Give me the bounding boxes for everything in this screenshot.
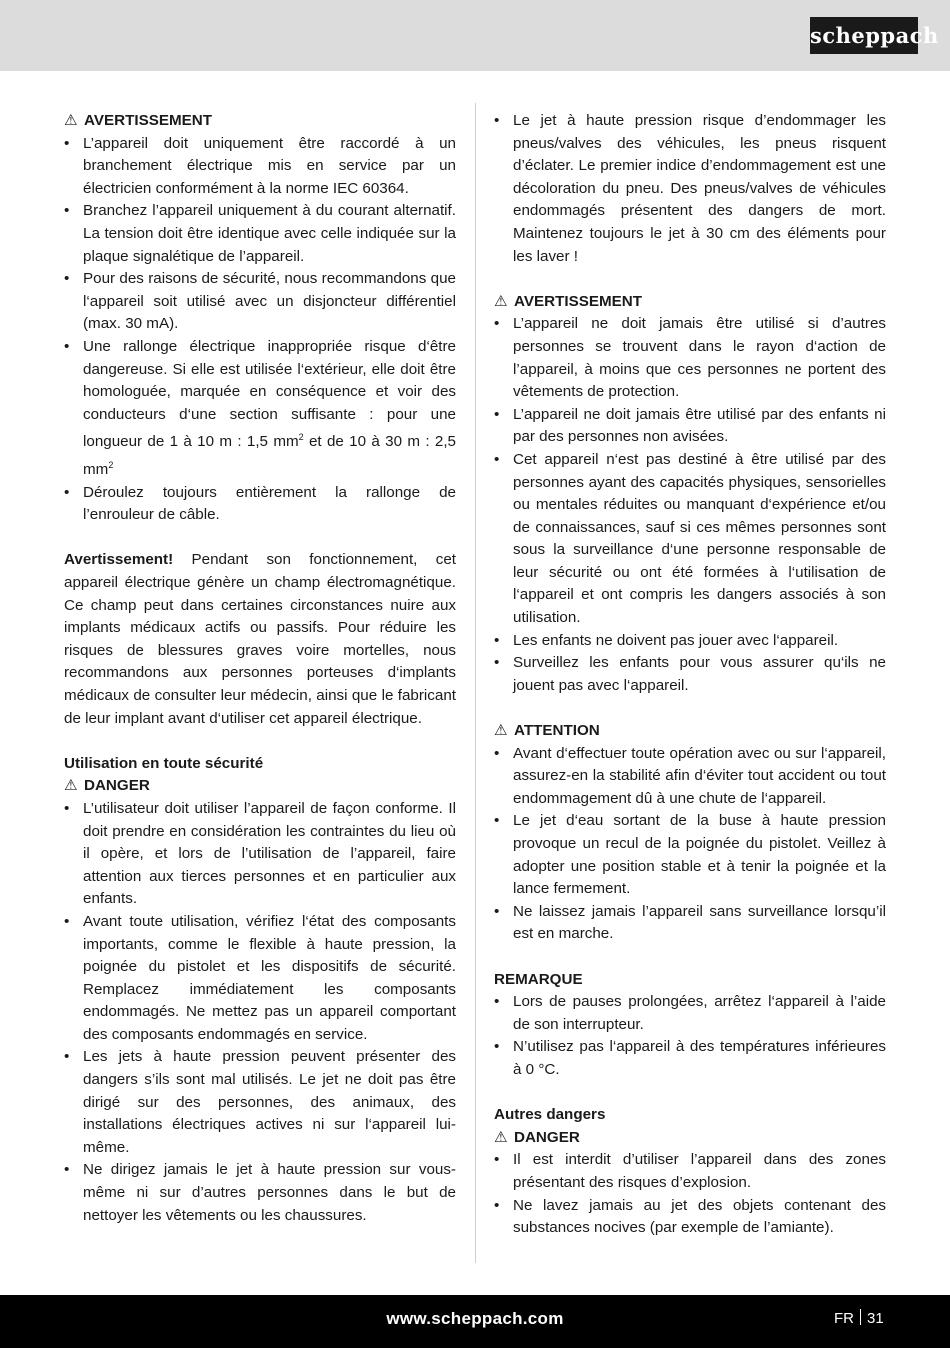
- list-item: • L’utilisateur doit utiliser l’appareil de façon conforme. Il doit prendre en considération les contraintes du lieu où il opère, et lors de l’utilisation de l’appareil, faire attention aux tierces personnes et en particulier aux enfants.: [64, 798, 456, 911]
- right-column: [494, 110, 886, 1240]
- danger-list: [494, 1149, 886, 1239]
- list-item: • Ne lavez jamais au jet des objets contenant des substances nocives (par exemple de l’amiante).: [494, 1195, 886, 1240]
- danger-heading: ⚠ DANGER: [494, 1127, 886, 1150]
- continued-list: [494, 110, 886, 268]
- brand-logo: scheppach: [810, 17, 918, 54]
- list-item: • Les jets à haute pression peuvent présenter des dangers s’ils sont mal utilisés. Le jet ne doit pas être dirigé sur des personnes, des animaux, des installations électriques actives ni sur l‘appareil lui-même.: [64, 1046, 456, 1159]
- list-item: • Il est interdit d’utiliser l’appareil dans des zones présentant des risques d’explosion.: [494, 1149, 886, 1194]
- list-item: • Surveillez les enfants pour vous assurer qu‘ils ne jouent pas avec l‘appareil.: [494, 652, 886, 697]
- page-footer: [0, 1295, 950, 1348]
- warning-list: [494, 313, 886, 697]
- attention-list: [494, 743, 886, 946]
- section-title: Autres dangers: [494, 1106, 606, 1124]
- warning-heading: ⚠ AVERTISSEMENT: [64, 110, 456, 133]
- list-item: • Ne laissez jamais l’appareil sans surveillance lorsqu’il est en marche.: [494, 901, 886, 946]
- list-item: • Le jet à haute pression risque d’endommager les pneus/valves des véhicules, les pneus risquent d’éclater. Le premier indice d’endommagement est une décoloration du pneu. Des pneus/valves de véhicules endommagés présentent des dangers de mort. Maintenez toujours le jet à 30 cm des éléments pour les laver !: [494, 110, 886, 268]
- section-title: Utilisation en toute sécurité: [64, 754, 264, 772]
- warning-triangle-icon: ⚠: [494, 292, 508, 310]
- list-item: • L’appareil ne doit jamais être utilisé par des enfants ni par des personnes non avisées.: [494, 404, 886, 449]
- list-item: • Les enfants ne doivent pas jouer avec l‘appareil.: [494, 630, 886, 653]
- warning-triangle-icon: ⚠: [64, 112, 78, 129]
- warning-triangle-icon: ⚠: [494, 1128, 508, 1146]
- list-item: • Avant toute utilisation, vérifiez l‘état des composants importants, comme le flexible à haute pression, la poignée du pistolet et les dispositifs de sécurité. Remplacez immédiatement les composants endommagés. Ne mettez pas un appareil comportant des composants endommagés en service.: [64, 911, 456, 1047]
- list-item: • N’utilisez pas l‘appareil à des températures inférieures à 0 °C.: [494, 1036, 886, 1081]
- list-item: • Cet appareil n‘est pas destiné à être utilisé par des personnes ayant des capacités physiques, sensorielles ou mentales réduites ou manquant d‘expérience et/ou de connaissances, sauf si ces mêmes personnes sont sous la surveillance d‘une personne responsable de leur sécurité ou ont été formées à l‘utilisation de l‘appareil et ont compris les dangers associés à son utilisation.: [494, 449, 886, 630]
- warning-heading: ⚠ AVERTISSEMENT: [494, 291, 886, 314]
- page-number: FR 31: [834, 1310, 884, 1327]
- emf-warning-paragraph: Avertissement! Pendant son fonctionnement, cet appareil électrique génère un champ électromagnétique. Ce champ peut dans certaines circonstances nuire aux implants médicaux actifs ou passifs. Pour réduire les risques de blessures graves voire mortelles, nous recommandons aux personnes porteuses d‘implants médicaux de consulter leur médecin, ainsi que le fabricant de leur implant avant d‘utiliser cet appareil électrique.: [64, 551, 456, 727]
- list-item: • Le jet d‘eau sortant de la buse à haute pression provoque un recul de la poignée du pistolet. Veillez à adopter une position stable et à tenir la poignée et la lance fermement.: [494, 810, 886, 900]
- list-item: • Une rallonge électrique inappropriée risque d‘être dangereuse. Si elle est utilisée l‘extérieur, elle doit être homologuée, marquée en conséquence et voir des conducteurs d‘une section suffisante : pour une longueur de 1 à 10 m : 1,5 $mm^2$ et de 10 à 30 m : 2,5 $mm^2$: [64, 336, 456, 482]
- list-item: • Avant d‘effectuer toute opération avec ou sur l‘appareil, assurez-en la stabilité afin d‘éviter tout accident ou tout endommagement dû à une chute de l‘appareil.: [494, 743, 886, 811]
- remark-list: [494, 991, 886, 1081]
- warning-triangle-icon: ⚠: [494, 722, 508, 740]
- list-item: • Déroulez toujours entièrement la rallonge de l’enrouleur de câble.: [64, 482, 456, 527]
- separator: [860, 1309, 861, 1325]
- warning-list: [64, 133, 456, 527]
- list-item: • Lors de pauses prolongées, arrêtez l‘appareil à l’aide de son interrupteur.: [494, 991, 886, 1036]
- attention-heading: ⚠ ATTENTION: [494, 720, 886, 743]
- page-header: [0, 0, 950, 71]
- danger-list: [64, 798, 456, 1227]
- danger-heading: ⚠ DANGER: [64, 775, 456, 798]
- list-item: • Branchez l’appareil uniquement à du courant alternatif. La tension doit être identique avec celle indiquée sur la plaque signalétique de l’appareil.: [64, 200, 456, 268]
- website-link[interactable]: www.scheppach.com: [386, 1309, 564, 1328]
- list-item: • Ne dirigez jamais le jet à haute pression sur vous-même ni sur d’autres personnes dans le but de nettoyer les vêtements ou les chaussures.: [64, 1159, 456, 1227]
- left-column: [64, 110, 456, 1227]
- remark-heading: REMARQUE: [494, 970, 583, 988]
- list-item: • L’appareil doit uniquement être raccordé à un branchement électrique mis en service par un électricien conformément à la norme IEC 60364.: [64, 133, 456, 201]
- column-divider: [475, 103, 476, 1263]
- warning-triangle-icon: ⚠: [64, 777, 78, 795]
- list-item: • Pour des raisons de sécurité, nous recommandons que l‘appareil soit utilisé avec un disjoncteur différentiel (max. 30 mA).: [64, 268, 456, 336]
- list-item: • L’appareil ne doit jamais être utilisé si d’autres personnes se trouvent dans le rayon d‘action de l’appareil, à moins que ces personnes ne portent des vêtements de protection.: [494, 313, 886, 403]
